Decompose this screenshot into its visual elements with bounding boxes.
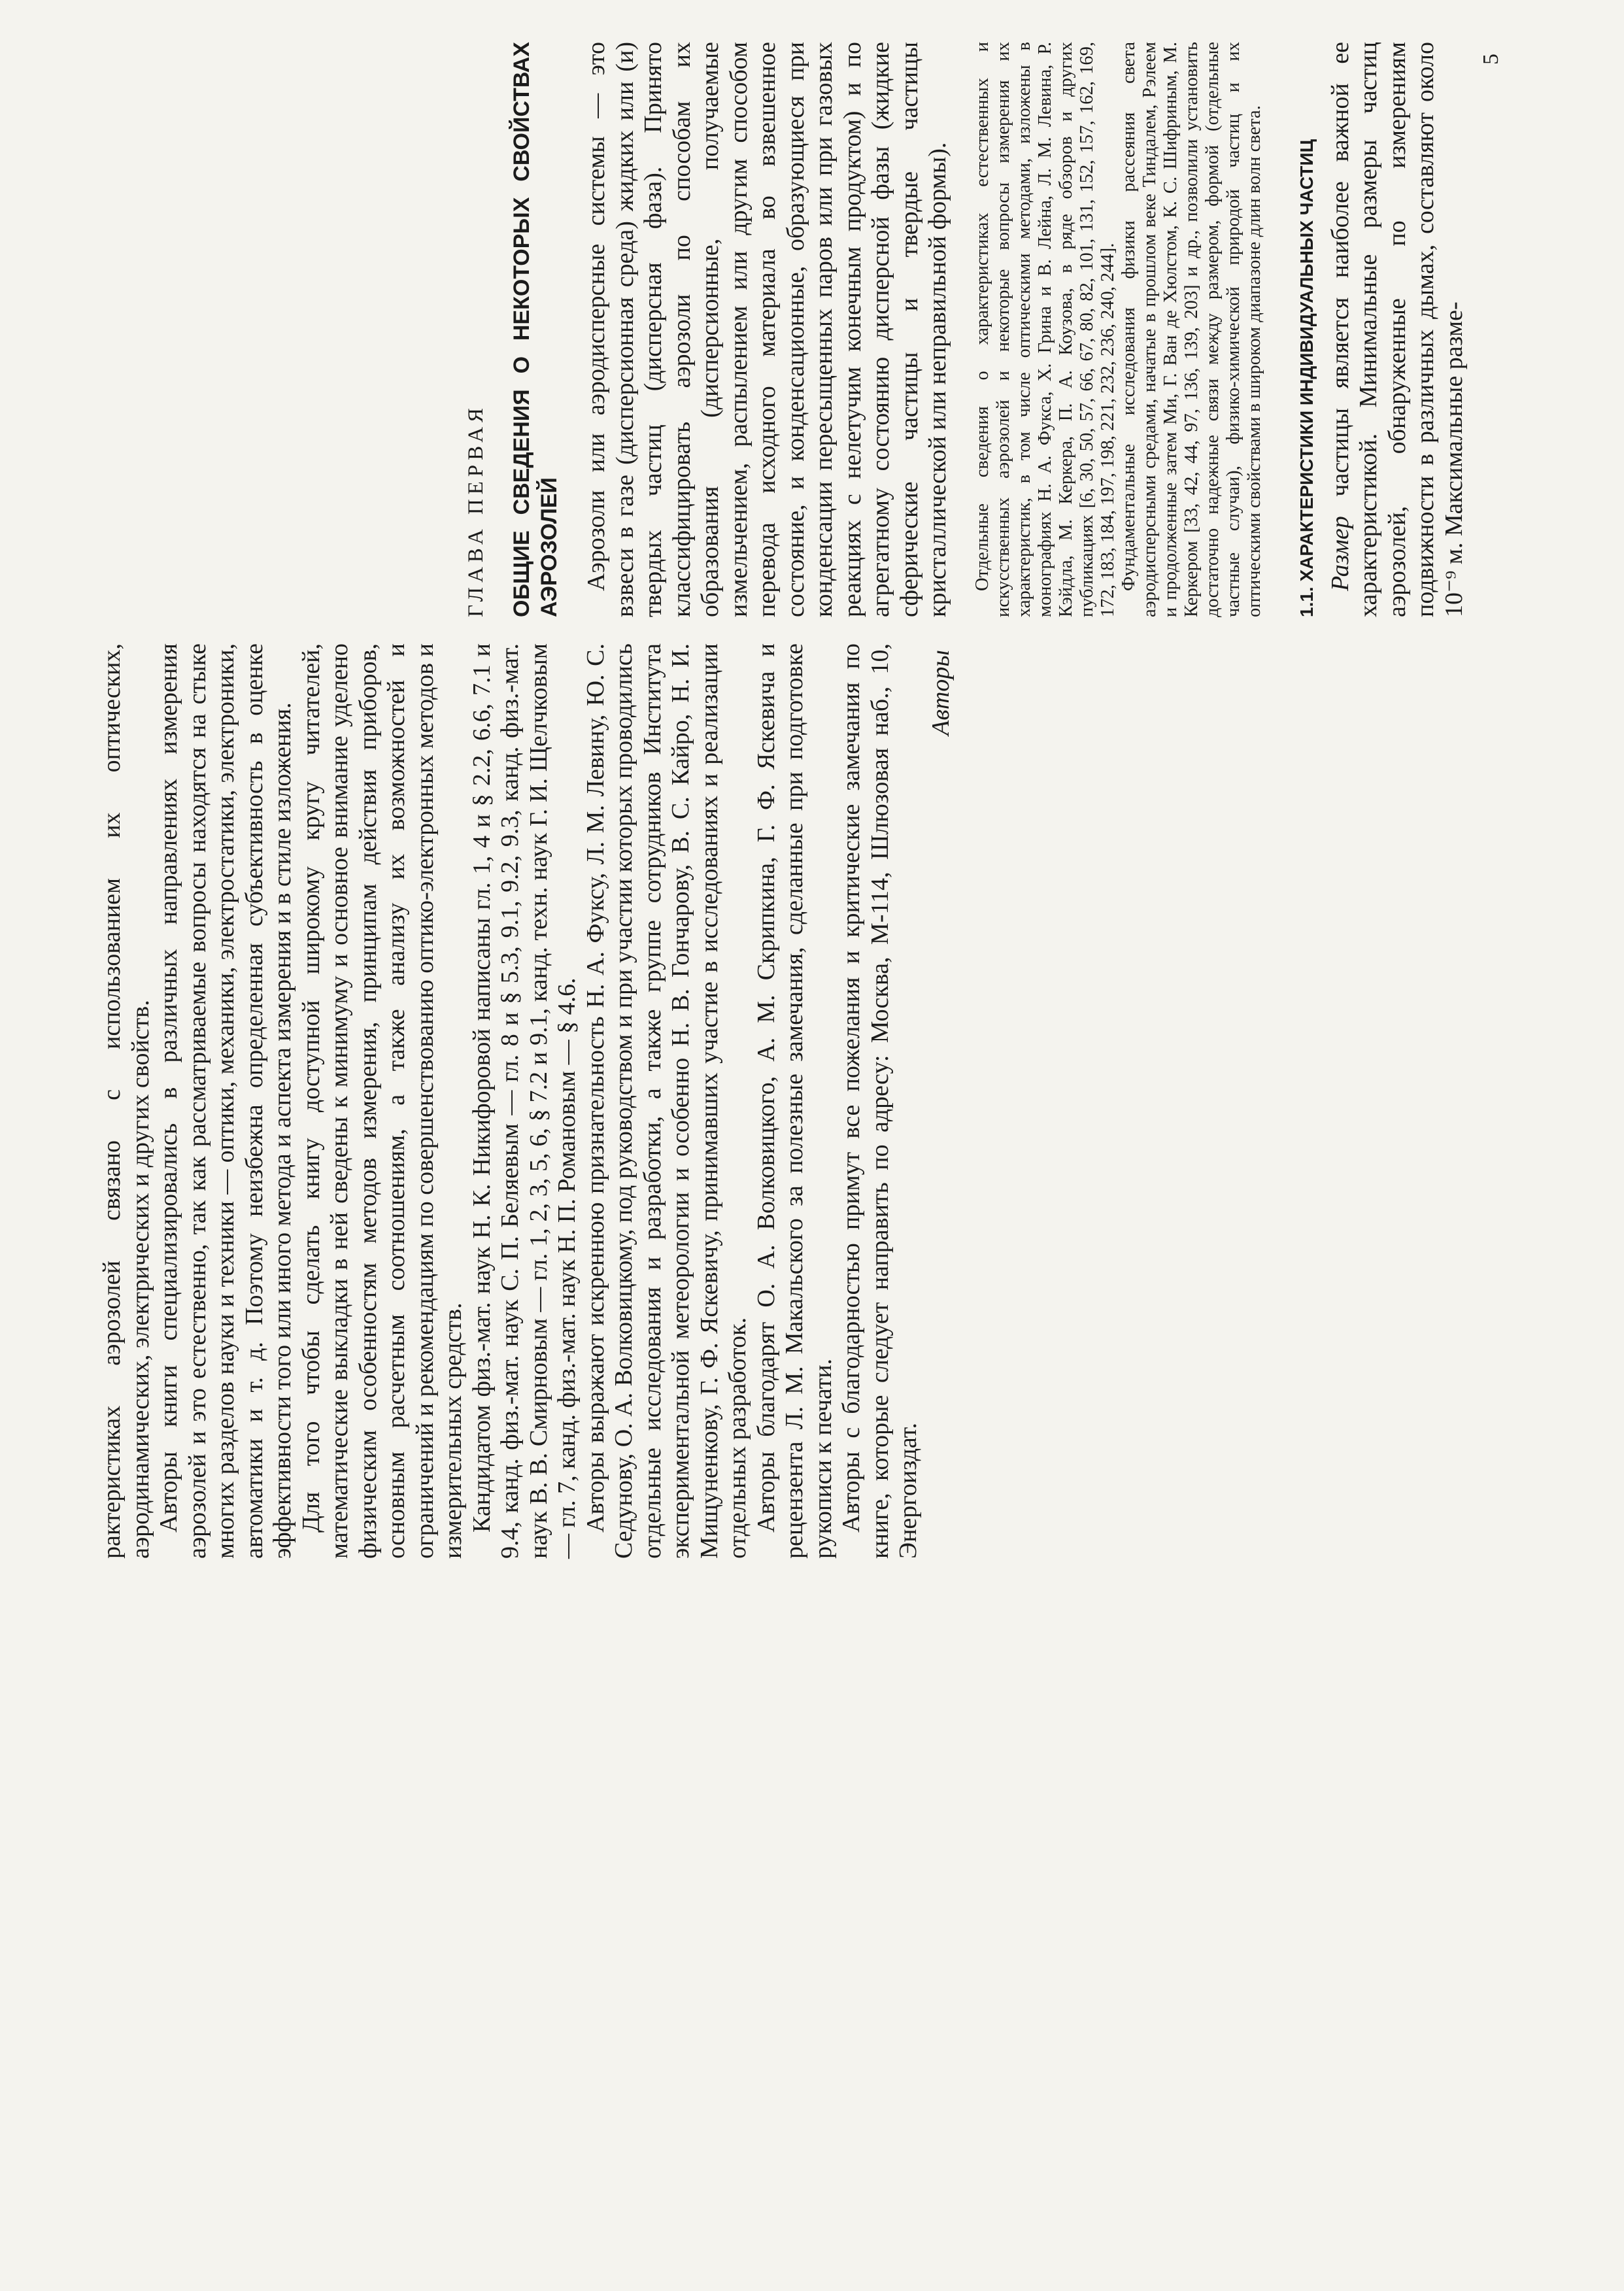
paragraph-continuation: рактеристиках аэрозолей связано с использованием их оптических, аэродинамических, электрических и других свойств. [98,643,154,1559]
paragraph-section-start [1327,42,1469,617]
right-page [98,42,1536,617]
signature: Авторы [926,650,955,736]
paragraph-acknowledgements: Авторы выражают искреннюю признательность Н. А. Фуксу, Л. М. Левину, Ю. С. Седунову, О. А. Волковицкому, под руководством и при участии которых проводились отдельные исследования и разработки, а также группе сотрудников Института экспериментальной метеорологии и особенно Н. В. Гончарову, В. С. Кайро, Н. И. Мищуненкову, Г. Ф. Яскевичу, принимавших участие в исследованиях и реализации отдельных разработок. [581,643,751,1559]
section-title: 1.1. ХАРАКТЕРИСТИКИ ИНДИВИДУАЛЬНЫХ ЧАСТИЦ [1296,139,1317,617]
chapter-title: ОБЩИЕ СВЕДЕНИЯ О НЕКОТОРЫХ СВОЙСТВАХ АЭРОЗОЛЕЙ [509,42,562,617]
section-text: частицы является наиболее важной ее характеристикой. Минимальные размеры частиц аэрозолей, обнаруженные по измерениям подвижности в различных дымах, составляют около 10⁻⁹ м. Максимальные разме- [1326,42,1468,617]
paragraph-literature: Отдельные сведения о характеристиках естественных и искусственных аэрозолей и некоторые вопросы измерения их характеристик, в том числе оптическими методами, изложены в монографиях Н. А. Фукса, Х. Грина и В. Лейна, Л. М. Левина, Р. Кэйдла, М. Керкера, П. А. Коузова, в ряде обзоров и других публикациях [6, 30, 50, 57, 66, 67, 80, 82, 101, 131, 152, 157, 162, 169, 172, 183, 184, 197, 198, 221, 232, 236, 240, 244]. [972,42,1118,617]
paragraph-authors-specialization: Авторы книги специализировались в различных направлениях измерения аэрозолей и это естественно, так как рассматриваемые вопросы находятся на стыке многих разделов науки и техники — оптики, механики, электростатики, электроники, автоматики и т. д. Поэтому неизбежна определенная субъективность в оценке эффективности того или иного метода и аспекта измерения и в стиле изложения. [155,643,296,1559]
paragraph-thanks-reviewers: Авторы благодарят О. А. Волковицкого, А. М. Скрипкина, Г. Ф. Яскевича и рецензента Л. М. Макальского за полезные замечания, сделанные при подготовке рукописи к печати. [752,643,837,1559]
paragraph-accessibility: Для того чтобы сделать книгу доступной широкому кругу читателей, математические выкладки в ней сведены к минимуму и основное внимание уделено физическим особенностям методов измерения, принципам действия приборов, основным расчетным соотношениям, а также анализу их возможностей и ограничений и рекомендациям по совершенствованию оптико-электронных методов и измерительных средств. [297,643,467,1559]
paragraph-fundamental-research: Фундаментальные исследования физики рассеяния света аэродисперсными средами, начатые в прошлом веке Тиндалем, Рэлеем и продолженные затем Ми, Г. Ван де Хюлстом, К. С. Шифриным, М. Керкером [33, 42, 44, 97, 136, 139, 203] и др., позволили установить достаточно надежные связи между размером, формой (отдельные частные случаи), физико-химической природой частиц и их оптическими свойствами в широком диапазоне длин волн света. [1118,42,1264,617]
paragraph-authorship: Кандидатом физ.-мат. наук Н. К. Никифоровой написаны гл. 1, 4 и § 2.2, 6.6, 7.1 и 9.4, канд. физ.-мат. наук С. П. Беляевым — гл. 8 и § 5.3, 9.1, 9.2, 9.3, канд. физ.-мат. наук В. В. Смирновым — гл. 1, 2, 3, 5, 6, § 7.2 и 9.1, канд. техн. наук Г. И. Щелчковым — гл. 7, канд. физ.-мат. наук Н. П. Романовым — § 4.6. [467,643,581,1559]
chapter-label: ГЛАВА ПЕРВАЯ [464,403,488,617]
paragraph-feedback-address: Авторы с благодарностью примут все пожелания и критические замечания по книге, которые следует направить по адресу: Москва, М-114, Шлюзовая наб., 10, Энергоиздат. [837,643,922,1559]
page-number: 5 [1479,54,1503,65]
term-size: Размер [1326,516,1354,591]
paragraph-intro: Аэрозоли или аэродисперсные системы — это взвеси в газе (дисперсионная среда) жидких или (и) твердых частиц (дисперсная фаза). Принято классифицировать аэрозоли по способам их образования (дисперсионные, получаемые измельчением, распылением или другим способом перевода исходного материала во взвешенное состояние, и конденсационные, образующиеся при конденсации пересыщенных паров или при газовых реакциях с нелетучим конечным продуктом) и по агрегатному состоянию дисперсной фазы (жидкие сферические частицы и твердые частицы кристаллической или неправильной формы). [583,42,951,617]
left-page [98,643,1536,1559]
